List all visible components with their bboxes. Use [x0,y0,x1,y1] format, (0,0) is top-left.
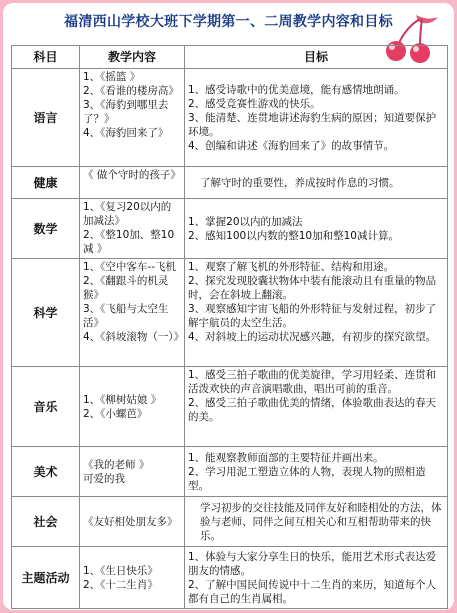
goal-item: 2、探究发现胶囊状物体中装有能滚动且有重量的物品时，会在斜坡上翻滚。 [188,275,437,301]
subject-cell: 主题活动 [12,547,80,609]
goal-item: 1、能观察教师面部的主要特征并画出来。 [188,451,384,464]
page-title: 福清西山学校大班下学期第一、二周教学内容和目标 [64,14,393,30]
goal-item: 3、能清楚、连贯地讲述海豹生病的原因；知道要保护环境。 [188,111,437,138]
table-row [12,259,448,367]
content-item: 4、《斜坡滚物（一）》 [83,331,185,343]
goal-item: 了解守时的重要性，养成按时作息的习惯。 [200,176,400,189]
content-item: 3、《飞船与太空生活》 [83,303,169,329]
content-cell [80,447,185,497]
content-cell [80,69,185,167]
subject-cell: 语言 [12,69,80,167]
subject-cell: 数学 [12,199,80,259]
goal-item: 2、感知100以内数的整10加和整10减计算。 [188,229,399,242]
content-item: 1、《空中客车--飞机 [83,261,177,273]
goal-cell [185,167,448,199]
content-item: 4、《海豹回来了》 [83,127,169,139]
goal-cell [185,447,448,497]
content-item: 2、《十二生肖》 [83,578,158,591]
header-subject: 科目 [12,46,80,69]
table-header-row [12,46,448,69]
content-cell [80,167,185,199]
subject-cell: 音乐 [12,367,80,447]
header-goal: 目标 [185,46,448,69]
goal-cell [185,199,448,259]
content-cell [80,259,185,367]
subject-cell: 健康 [12,167,80,199]
goal-item: 2、感受三拍子歌曲优美的情绪，体验歌曲表达的春天的美。 [188,397,437,423]
content-cell [80,547,185,609]
table-row [12,167,448,199]
goal-cell [185,367,448,447]
content-cell [80,199,185,259]
goal-item: 1、掌握20以内的加减法 [188,215,303,228]
goal-item: 1、体验与大家分享生日的快乐，能用艺术形式表达爱朋友的情感。 [188,550,437,577]
subject-cell: 科学 [12,259,80,367]
goal-item: 1、观察了解飞机的外形特征、结构和用途。 [188,261,395,273]
goal-cell [185,259,448,367]
content-item: 《 做个守时的孩子》 [83,169,181,181]
table-row [12,497,448,547]
content-cell [80,497,185,547]
page-inner [3,3,454,610]
subject-cell: 美术 [12,447,80,497]
goal-item: 3、观察感知宇宙飞船的外形特征与发射过程，初步了解宇航员的太空生活。 [188,303,437,329]
content-item: 2、《看谁的楼房高》 [83,85,179,97]
content-item: 可爱的我 [83,472,125,485]
content-item: 2、《整10加、整10减 》 [83,229,175,255]
goal-item: 2、感受竞赛性游戏的快乐。 [188,97,321,110]
content-item: 3、《海豹到哪里去了？》 [83,99,169,125]
teaching-plan-table [11,45,448,609]
content-item: 1、《摇篮 》 [83,71,141,83]
table-row [12,199,448,259]
table-row [12,547,448,609]
table-row [12,367,448,447]
goal-item: 4、对斜坡上的运动状况感兴趣，有初步的探究欲望。 [188,331,437,343]
goal-item: 2、了解中国民间传说中十二生肖的来历，知道每个人都有自己的生肖属相。 [188,578,437,605]
goal-cell [185,69,448,167]
content-item: 《友好相处朋友多》 [83,515,178,528]
table-row [12,69,448,167]
content-item: 2、《翻跟斗的机灵猴》 [83,275,169,301]
goal-cell [185,497,448,547]
goal-item: 4、创编和讲述《海豹回来了》的故事情节。 [188,139,395,152]
content-item: 1、《柳树姑娘 》 [83,393,162,406]
header-content: 教学内容 [80,46,185,69]
goal-item: 1、感受三拍子歌曲的优美旋律，学习用轻柔、连贯和活泼欢快的声音演唱歌曲，唱出可前的重音。 [188,369,437,395]
content-item: 《我的老师 》 [83,458,150,471]
content-item: 1、《复习20以内的加减法》 [83,201,172,227]
subject-cell: 社会 [12,497,80,547]
content-item: 1、《生日快乐》 [83,564,158,577]
content-item: 2、《小螺芭》 [83,407,148,420]
goal-cell [185,547,448,609]
goal-item: 2、学习用泥工塑造立体的人物，表现人物的照相造型。 [188,465,426,492]
content-cell [80,367,185,447]
table-row [12,447,448,497]
goal-item: 学习初步的交往技能及同伴友好和睦相处的方法，体验与老师、同伴之间互相关心和互相帮助带来的快乐。 [200,501,442,542]
goal-item: 1、感受诗歌中的优美意境，能有感情地朗诵。 [188,83,405,96]
